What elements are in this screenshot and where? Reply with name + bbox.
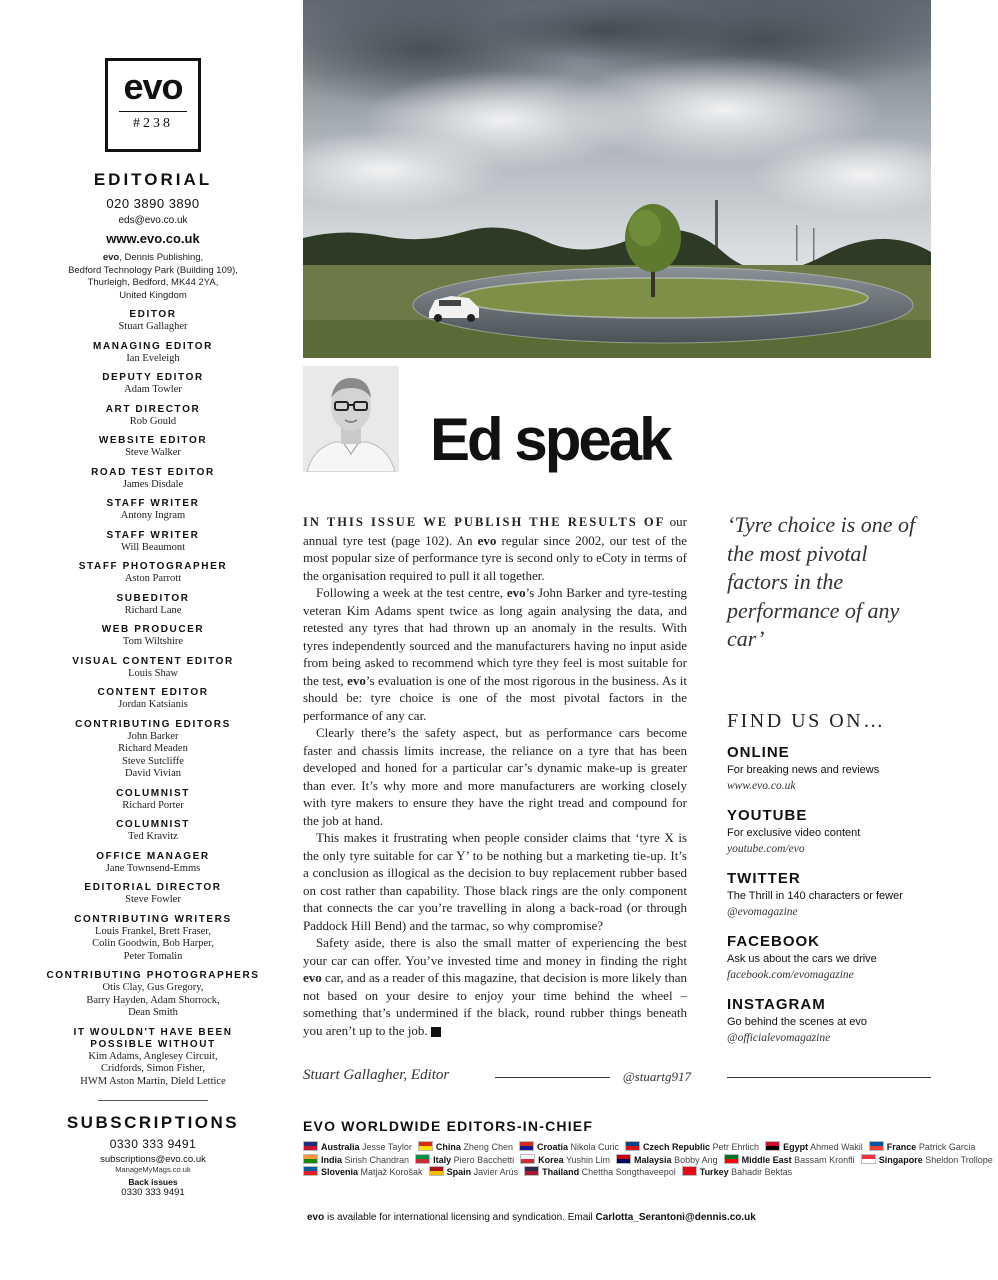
footer-brand: evo: [307, 1212, 325, 1223]
editorial-phone: 020 3890 3890: [106, 196, 200, 211]
editor-name: Javier Arús: [473, 1167, 519, 1178]
staff-role: CONTRIBUTING EDITORS: [75, 718, 231, 730]
staff-role: IT WOULDN'T HAVE BEEN POSSIBLE WITHOUT: [73, 1026, 233, 1050]
staff-name: Barry Hayden, Adam Shorrock,: [86, 994, 220, 1006]
editor-name: Bobby Ang: [674, 1154, 718, 1165]
worldwide-row: [303, 1166, 943, 1179]
staff-role: STAFF PHOTOGRAPHER: [78, 561, 228, 572]
licensing-footer: [307, 1212, 756, 1223]
staff-name: Rob Gould: [129, 415, 177, 427]
flag-icon: [303, 1154, 318, 1164]
paragraph-2: [303, 584, 687, 724]
pull-quote: ‘Tyre choice is one of the most pivotal factors in the performance of any car’: [727, 512, 916, 651]
staff-role: OFFICE MANAGER: [96, 850, 210, 862]
staff-role: DEPUTY EDITOR: [102, 372, 204, 383]
paragraph-3: Clearly there’s the safety aspect, but as performance cars become faster and chassis limits increase, the reliance on a tyre that has been developed and honed for a particular car’s dynamic make-up is greater than ever. It’s why more and more manufacturers are working closely with tyre makers to ensure they have the right tread and compound for the job at hand.: [303, 725, 687, 828]
editor-name: Nikola Curic: [570, 1142, 620, 1152]
lead-in: IN THIS ISSUE WE PUBLISH THE RESULTS OF: [303, 515, 666, 529]
staff-name: Louis Shaw: [128, 667, 178, 679]
country-name: Australia: [321, 1142, 360, 1152]
article-headline: Ed speak: [430, 406, 670, 473]
editor-name: Chettha Songthaveepol: [581, 1167, 676, 1178]
worldwide-entry: [303, 1167, 423, 1177]
worldwide-list: [303, 1141, 993, 1179]
footer-email[interactable]: Carlotta_Serantoni@dennis.co.uk: [595, 1212, 756, 1223]
author-signature: Stuart Gallagher, Editor: [303, 1067, 450, 1083]
editor-name: Zheng Chen: [463, 1142, 513, 1152]
flag-icon: [429, 1166, 444, 1176]
staff-name: Adam Towler: [124, 384, 182, 395]
sidebar-divider: [98, 1100, 208, 1101]
staff-name: Jane Townsend-Emms: [105, 862, 201, 874]
flag-icon: [519, 1141, 534, 1151]
country-name: Italy: [433, 1154, 452, 1165]
channel-name: TWITTER: [727, 870, 801, 887]
channel-online: [727, 743, 932, 794]
staff-name: Aston Parrott: [124, 573, 182, 584]
evo-logo: evo: [123, 66, 183, 107]
p1-text-b: regular since 2002, our test of the most popular size of performance tyre is second only to eCoty in terms of the organisation required to pull it all together.: [303, 532, 687, 583]
staff-role: ART DIRECTOR: [105, 403, 201, 415]
staff-role: CONTRIBUTING WRITERS: [74, 913, 232, 925]
portrait-illustration: [303, 366, 399, 472]
channel-description: For breaking news and reviews: [727, 764, 880, 776]
staff-name: Jordan Katsianis: [118, 699, 188, 710]
staff-role: WEB PRODUCER: [101, 624, 205, 635]
channel-facebook: [727, 932, 932, 983]
worldwide-entry: [303, 1155, 409, 1165]
paragraph-1: [303, 513, 687, 584]
worldwide-entry: [765, 1142, 863, 1152]
staff-role: VISUAL CONTENT EDITOR: [72, 655, 234, 667]
find-us-divider: [727, 1077, 931, 1078]
subscriptions-phone: 0330 333 9491: [109, 1137, 197, 1151]
staff-name: Tom Wiltshire: [122, 636, 184, 647]
staff-name: Colin Goodwin, Bob Harper,: [92, 938, 214, 949]
p2-brand: evo: [506, 585, 526, 600]
staff-name: Steve Sutcliffe: [122, 755, 184, 767]
editor-name: Bassam Kronfli: [794, 1154, 855, 1165]
country-name: Spain: [446, 1167, 472, 1178]
editor-name: Sheldon Trollope: [925, 1154, 993, 1165]
staff-name: Kim Adams, Anglesey Circuit,: [88, 1050, 218, 1062]
find-us-panel: [727, 710, 932, 1058]
worldwide-entry: [724, 1155, 855, 1165]
flag-icon: [524, 1166, 539, 1176]
signature-line: [303, 1067, 691, 1087]
country-name: Czech Republic: [643, 1142, 711, 1152]
subscriptions-site[interactable]: ManageMyMags.co.uk: [115, 1165, 191, 1174]
worldwide-entry: [625, 1142, 759, 1152]
worldwide-entry: [519, 1142, 619, 1152]
subscriptions-email[interactable]: subscriptions@evo.co.uk: [100, 1154, 206, 1165]
logo-divider: [119, 111, 187, 112]
country-name: Slovenia: [321, 1167, 359, 1178]
hero-photo-tyre-test-skidpan: [303, 0, 931, 358]
staff-list: [40, 309, 266, 1088]
worldwide-entry: [616, 1155, 718, 1165]
country-name: Thailand: [542, 1167, 580, 1178]
staff-role: CONTRIBUTING PHOTOGRAPHERS: [46, 970, 260, 981]
editor-name: Ahmed Wakil: [810, 1142, 863, 1152]
flag-icon: [861, 1154, 876, 1164]
staff-role: CONTENT EDITOR: [97, 687, 209, 698]
flag-icon: [765, 1141, 780, 1151]
channel-name: INSTAGRAM: [727, 996, 826, 1013]
staff-role: WEBSITE EDITOR: [98, 435, 208, 446]
worldwide-entry: [861, 1155, 993, 1165]
staff-role: ROAD TEST EDITOR: [91, 466, 215, 478]
channel-link[interactable]: @officialevomagazine: [727, 1032, 831, 1044]
country-name: France: [886, 1142, 917, 1152]
evo-logo-box: [105, 58, 201, 152]
staff-name: Antony Ingram: [120, 510, 186, 521]
staff-role: STAFF WRITER: [106, 498, 200, 509]
p5-text-a: Safety aside, there is also the small matter of experiencing the best your car can offer. You’ve invested time and money in finding the right: [303, 935, 687, 968]
channel-name: ONLINE: [727, 744, 790, 761]
staff-name: Richard Lane: [124, 604, 182, 616]
worldwide-row: [303, 1141, 976, 1154]
flag-icon: [415, 1154, 430, 1164]
editor-name: Bahadir Bektas: [731, 1167, 793, 1178]
flag-icon: [682, 1166, 697, 1176]
editor-portrait: [303, 366, 399, 472]
staff-name: Richard Meaden: [118, 743, 188, 754]
flag-icon: [869, 1141, 884, 1151]
p2-text-c: ’s evaluation is one of the most rigorous in the business. As it should be: tyre choice is one of the most pivotal factors in the performance of any car.: [303, 672, 687, 723]
flag-icon: [625, 1141, 640, 1151]
address-line-4: United Kingdom: [119, 289, 187, 301]
paragraph-4: This makes it frustrating when people consider claims that ‘tyre X is the only tyre suitable for car Y’ to be nothing but a marketing tie-up. It’s a conclusion as illogical as the decision to buy replacement rubber based on cost rather than capability. Those black rings are the only component that connects the car you’re travelling in along a back-road (or through Paddock Hill Bend) and the tarmac, so why compromise?: [303, 830, 687, 933]
flag-icon: [616, 1154, 631, 1164]
channel-twitter: [727, 869, 932, 920]
worldwide-entry: [418, 1142, 513, 1152]
p1-text-a: our annual tyre test (page 102). An: [303, 514, 687, 548]
country-name: Malaysia: [634, 1154, 672, 1165]
staff-name: Cridfords, Simon Fisher,: [100, 1063, 205, 1074]
staff-role: COLUMNIST: [116, 819, 190, 830]
staff-name: Dean Smith: [128, 1007, 178, 1018]
flag-icon: [303, 1141, 318, 1151]
country-name: China: [435, 1142, 461, 1152]
country-name: India: [321, 1154, 343, 1165]
staff-name: Will Beaumont: [120, 541, 186, 553]
channel-description: For exclusive video content: [727, 827, 861, 839]
editor-name: Matjaž Korošak: [360, 1167, 423, 1178]
p2-brand-2: evo: [347, 672, 366, 688]
article-body: [303, 513, 687, 1039]
staff-name: Ian Eveleigh: [126, 352, 180, 364]
p2-text-a: Following a week at the test centre,: [316, 585, 507, 600]
address-line-3: Thurleigh, Bedford, MK44 2YA,: [87, 277, 219, 288]
p5-text-b: car, and as a reader of this magazine, that decision is more likely than not based on your desire to enjoy your time behind the wheel – something that’s undermined if the black, round rubber things beneath you aren’t up to the job.: [303, 970, 687, 1038]
paragraph-5: [303, 934, 687, 1039]
worldwide-entry: [303, 1142, 412, 1152]
address-line-1: , Dennis Publishing,: [119, 252, 204, 263]
staff-role: EDITORIAL DIRECTOR: [84, 882, 222, 893]
back-issues-phone: 0330 333 9491: [121, 1187, 185, 1198]
channel-youtube: [727, 806, 932, 857]
worldwide-entry: [524, 1167, 676, 1177]
staff-name: HWM Aston Martin, Dield Lettice: [80, 1075, 226, 1087]
country-name: Korea: [538, 1154, 564, 1165]
editorial-website[interactable]: www.evo.co.uk: [106, 231, 200, 246]
channel-description: The Thrill in 140 characters or fewer: [727, 890, 903, 902]
channel-name: YOUTUBE: [727, 807, 808, 824]
address-brand: evo: [102, 252, 120, 263]
back-issues-label: Back issues: [128, 1177, 178, 1187]
hero-illustration: [303, 0, 931, 358]
worldwide-entry: [869, 1142, 976, 1152]
staff-name: Steve Walker: [125, 447, 181, 458]
staff-role: STAFF WRITER: [106, 529, 200, 541]
channel-link[interactable]: youtube.com/evo: [727, 843, 805, 855]
address-line-2: Bedford Technology Park (Building 109),: [68, 264, 238, 276]
masthead-sidebar: [40, 58, 266, 1198]
editor-name: Sirish Chandran: [344, 1154, 410, 1165]
channel-link[interactable]: @evomagazine: [727, 906, 798, 918]
staff-name: Ted Kravitz: [128, 831, 178, 842]
editorial-email[interactable]: eds@evo.co.uk: [118, 215, 188, 226]
staff-name: Louis Frankel, Brett Fraser,: [95, 925, 211, 937]
staff-name: Peter Tomalin: [123, 950, 183, 962]
worldwide-entry: [520, 1155, 610, 1165]
flag-icon: [418, 1141, 433, 1151]
worldwide-entry: [682, 1167, 792, 1177]
country-name: Singapore: [878, 1154, 923, 1165]
editor-name: Patrick Garcia: [918, 1142, 976, 1152]
flag-icon: [724, 1154, 739, 1164]
editor-name: Jesse Taylor: [362, 1142, 412, 1152]
staff-role: MANAGING EDITOR: [93, 340, 213, 352]
editor-name: Petr Ehrlich: [712, 1142, 760, 1152]
country-name: Turkey: [699, 1167, 729, 1178]
staff-name: David Vivian: [124, 768, 182, 779]
footer-text: is available for international licensing and syndication. Email: [324, 1212, 596, 1223]
flag-icon: [520, 1154, 535, 1164]
country-name: Croatia: [536, 1142, 568, 1152]
staff-name: John Barker: [127, 730, 179, 742]
subscriptions-title: SUBSCRIPTIONS: [66, 1113, 240, 1132]
worldwide-row: [303, 1154, 993, 1167]
p5-brand: evo: [303, 970, 322, 985]
worldwide-title: EVO WORLDWIDE EDITORS-IN-CHIEF: [303, 1118, 594, 1134]
staff-name: Steve Fowler: [125, 894, 181, 905]
worldwide-entry: [429, 1167, 519, 1177]
staff-name: James Disdale: [122, 478, 184, 490]
p2-text-b: ’s John Barker and tyre-testing veteran Kim Adams spent twice as long again analysing the data, and retested any tyres that had thrown up an anomaly in the results. With tyres independently sourced and the manufacturers having no input aside from being asked to recommend which tyre they feel is most suitable for the test,: [303, 585, 687, 688]
flag-icon: [303, 1166, 318, 1176]
channel-description: Go behind the scenes at evo: [727, 1016, 868, 1028]
staff-role: COLUMNIST: [116, 787, 190, 799]
channel-instagram: [727, 995, 932, 1046]
worldwide-editors: [303, 1118, 993, 1179]
staff-role: EDITOR: [129, 309, 177, 320]
editor-name: Piero Bacchetti: [453, 1154, 515, 1165]
worldwide-entry: [415, 1155, 514, 1165]
end-mark-icon: ✕: [431, 1027, 441, 1037]
staff-name: Otis Clay, Gus Gregory,: [102, 982, 204, 993]
postal-address: [40, 252, 266, 302]
signature-rule: [495, 1077, 610, 1078]
channel-link[interactable]: www.evo.co.uk: [727, 780, 796, 792]
author-twitter-handle[interactable]: @stuartg917: [622, 1069, 691, 1084]
staff-name: Richard Porter: [122, 799, 184, 811]
editorial-title: EDITORIAL: [93, 170, 213, 189]
issue-number: #238: [133, 116, 173, 131]
staff-role: SUBEDITOR: [116, 592, 190, 604]
channel-name: FACEBOOK: [727, 933, 821, 950]
channel-description: Ask us about the cars we drive: [727, 953, 877, 965]
staff-name: Stuart Gallagher: [118, 321, 188, 332]
country-name: Egypt: [783, 1142, 809, 1152]
p1-brand: evo: [477, 532, 497, 548]
country-name: Middle East: [741, 1154, 792, 1165]
find-us-title: FIND US ON…: [727, 710, 886, 732]
channel-link[interactable]: facebook.com/evomagazine: [727, 969, 854, 981]
editor-name: Yushin Lim: [566, 1154, 611, 1165]
social-channels: [727, 743, 932, 1046]
